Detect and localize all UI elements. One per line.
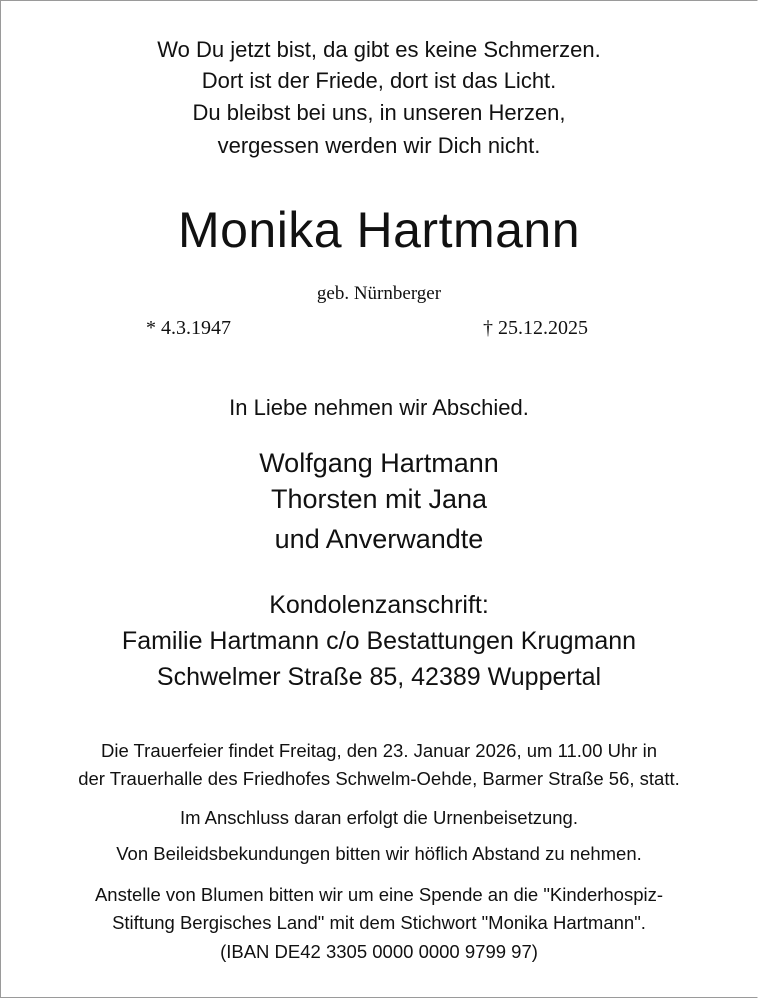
- poem-line: Dort ist der Friede, dort ist das Licht.: [201, 68, 557, 93]
- burial-text: Im Anschluss daran erfolgt die Urnenbeisetzung.: [180, 807, 578, 828]
- condolence-address: Schwelmer Straße 85, 42389 Wuppertal: [156, 663, 602, 691]
- mourner: und Anverwandte: [274, 524, 484, 554]
- birth-date: * 4.3.1947: [146, 317, 231, 339]
- condolence-address: Familie Hartmann c/o Bestattungen Krugmann: [121, 627, 637, 655]
- donation-text: Stiftung Bergisches Land" mit dem Stichwort "Monika Hartmann".: [112, 912, 646, 933]
- donation-text: Anstelle von Blumen bitten wir um eine Spende an die "Kinderhospiz-: [94, 884, 664, 905]
- poem-line: Du bleibst bei uns, in unseren Herzen,: [192, 100, 566, 125]
- condolence-request: Von Beileidsbekundungen bitten wir höflich Abstand zu nehmen.: [116, 843, 642, 864]
- birth-name: geb. Nürnberger: [316, 283, 442, 304]
- poem-line: Wo Du jetzt bist, da gibt es keine Schmerzen.: [157, 37, 601, 62]
- farewell-text: In Liebe nehmen wir Abschied.: [229, 395, 529, 420]
- condolence-label: Kondolenzanschrift:: [269, 591, 489, 619]
- mourner: Thorsten mit Jana: [270, 484, 488, 514]
- deceased-name: Monika Hartmann: [177, 202, 581, 258]
- ceremony-text: der Trauerhalle des Friedhofes Schwelm-Oehde, Barmer Straße 56, statt.: [78, 768, 680, 789]
- ceremony-text: Die Trauerfeier findet Freitag, den 23. Januar 2026, um 11.00 Uhr in: [100, 740, 657, 761]
- poem-line: vergessen werden wir Dich nicht.: [217, 133, 541, 158]
- donation-iban: (IBAN DE42 3305 0000 0000 9799 97): [220, 941, 538, 962]
- mourner: Wolfgang Hartmann: [259, 448, 499, 478]
- death-date: † 25.12.2025: [483, 317, 588, 339]
